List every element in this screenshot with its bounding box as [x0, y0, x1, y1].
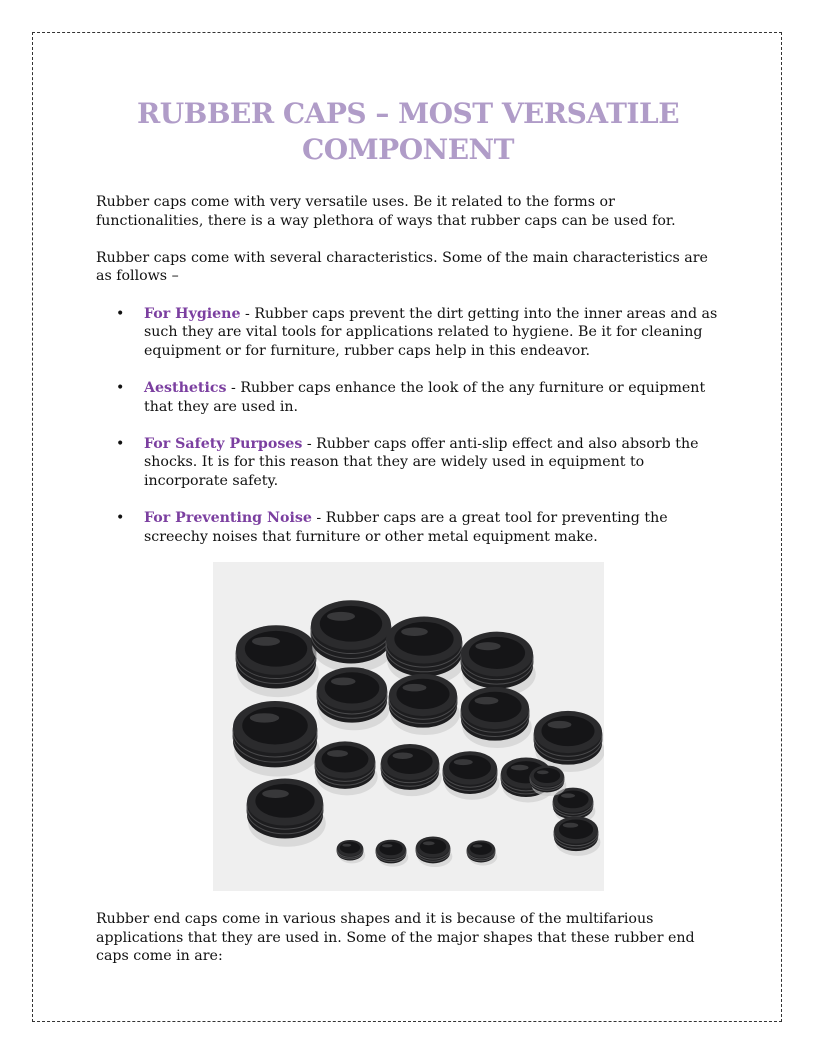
rubber-cap-icon [461, 632, 536, 697]
intro-paragraph: Rubber caps come with very versatile uses. Be it related to the forms or functionalities, there is a way plethora of ways that rubber caps can be used for. [96, 194, 676, 229]
rubber-cap-icon [443, 751, 500, 800]
rubber-caps-photo [213, 562, 604, 891]
rubber-caps-illustration [213, 562, 604, 891]
characteristics-list [96, 305, 720, 547]
term-description: - Rubber caps prevent the dirt getting into the inner areas and as such they are vital tools for applications related to hygiene. Be it for cleaning equipment or for furniture, rubber caps help in this endeavor. [144, 305, 718, 359]
term-hygiene: For Hygiene [144, 305, 241, 322]
term-description: - Rubber caps are a great tool for preventing the screechy noises that furniture or other metal equipment make. [144, 510, 668, 545]
list-item [96, 435, 720, 491]
closing-paragraph: Rubber end caps come in various shapes and it is because of the multifarious applications that they are used in. Some of the major shapes that these rubber end caps come in are: [96, 911, 695, 965]
rubber-cap-icon [247, 778, 326, 846]
characteristics-intro: Rubber caps come with several characteristics. Some of the main characteristics are as follows – [96, 249, 708, 285]
rubber-cap-icon [311, 600, 394, 672]
rubber-cap-icon [461, 687, 532, 748]
rubber-cap-icon [233, 701, 320, 777]
rubber-cap-icon [389, 674, 460, 735]
rubber-cap-icon [416, 836, 452, 867]
bullet-icon: • [116, 379, 125, 396]
list-item [96, 305, 720, 361]
rubber-cap-icon [381, 744, 442, 796]
term-description: - Rubber caps offer anti-slip effect and also absorb the shocks. It is for this reason that they are widely used in equipment to incorporate safety. [144, 435, 699, 489]
term-noise: For Preventing Noise [144, 510, 312, 527]
document-body [96, 96, 720, 565]
rubber-cap-icon [236, 625, 319, 697]
term-safety: For Safety Purposes [144, 435, 303, 452]
rubber-cap-icon [554, 816, 600, 856]
document-title: RUBBER CAPS – MOST VERSATILE COMPONENT [136, 97, 680, 166]
term-aesthetics: Aesthetics [144, 379, 227, 396]
rubber-cap-icon [530, 765, 566, 796]
bullet-icon: • [116, 435, 125, 452]
list-item [96, 379, 720, 416]
term-description: - Rubber caps enhance the look of the any furniture or equipment that they are used in. [144, 379, 706, 415]
list-item [96, 509, 720, 546]
rubber-cap-icon [317, 667, 390, 730]
bullet-icon: • [116, 305, 125, 322]
rubber-cap-icon [315, 741, 378, 795]
bullet-icon: • [116, 510, 125, 527]
